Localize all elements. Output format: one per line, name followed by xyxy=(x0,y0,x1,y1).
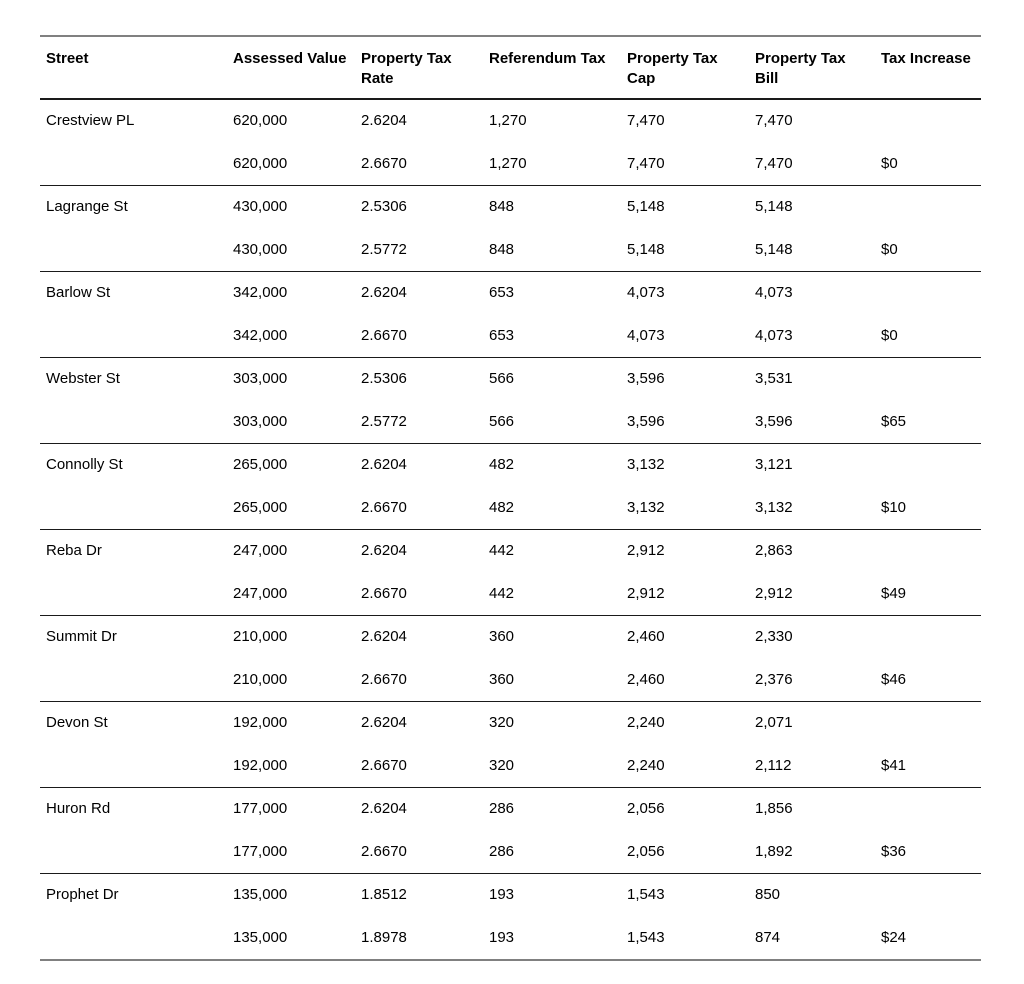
value-cell: 482 xyxy=(489,498,515,516)
value-cell: 3,596 xyxy=(755,412,793,430)
header-tax-increase: Tax Increase xyxy=(881,50,971,67)
table-row xyxy=(40,573,981,616)
value-cell: 3,132 xyxy=(627,456,665,473)
value-cell xyxy=(875,530,981,573)
value-cell: 2.6670 xyxy=(361,584,407,602)
value-cell: 2,376 xyxy=(755,670,793,688)
value-cell: 4,073 xyxy=(627,284,665,301)
value-cell: 193 xyxy=(489,886,515,903)
value-cell: 210,000 xyxy=(233,628,288,645)
street-cell xyxy=(40,401,227,444)
value-cell: 848 xyxy=(489,198,515,215)
street-group xyxy=(40,788,981,874)
value-cell: 5,148 xyxy=(627,240,665,258)
table-row xyxy=(40,444,981,487)
value-cell: 2.6204 xyxy=(361,456,407,473)
street-cell: Huron Rd xyxy=(46,800,111,817)
value-cell: 566 xyxy=(489,412,515,430)
value-cell: 2.5306 xyxy=(361,198,407,215)
value-cell: 7,470 xyxy=(755,154,793,172)
value-cell: 2.6204 xyxy=(361,112,407,129)
value-cell: 850 xyxy=(755,886,781,903)
value-cell: 2.6670 xyxy=(361,154,407,172)
value-cell xyxy=(875,358,981,401)
street-group xyxy=(40,186,981,272)
value-cell: 303,000 xyxy=(233,412,288,430)
value-cell: 192,000 xyxy=(233,714,288,731)
value-cell: 2,071 xyxy=(755,714,793,731)
value-cell: 2,912 xyxy=(755,584,793,602)
street-cell xyxy=(40,659,227,702)
value-cell: 566 xyxy=(489,370,515,387)
table-row xyxy=(40,487,981,530)
value-cell: 2.6204 xyxy=(361,714,407,731)
value-cell: 286 xyxy=(489,800,515,817)
street-cell xyxy=(40,917,227,961)
value-cell: $65 xyxy=(881,412,907,430)
value-cell: 192,000 xyxy=(233,756,288,774)
table-row xyxy=(40,702,981,745)
street-cell: Lagrange St xyxy=(46,198,128,215)
street-cell: Barlow St xyxy=(46,284,111,301)
street-cell: Connolly St xyxy=(46,456,123,473)
value-cell: 2,460 xyxy=(627,628,665,645)
value-cell: 135,000 xyxy=(233,928,288,946)
value-cell: 3,132 xyxy=(755,498,793,516)
value-cell xyxy=(875,186,981,229)
value-cell: 3,596 xyxy=(627,370,665,387)
value-cell: 3,531 xyxy=(755,370,793,387)
value-cell: 2.6204 xyxy=(361,628,407,645)
value-cell: 2.6670 xyxy=(361,326,407,344)
value-cell: 620,000 xyxy=(233,154,288,172)
street-cell: Reba Dr xyxy=(46,542,102,559)
table-row xyxy=(40,831,981,874)
value-cell: 5,148 xyxy=(755,198,793,215)
table-row xyxy=(40,99,981,143)
value-cell: 2.6670 xyxy=(361,756,407,774)
value-cell: 1,543 xyxy=(627,928,665,946)
value-cell: 1.8512 xyxy=(361,886,407,903)
value-cell: 482 xyxy=(489,456,515,473)
table-row xyxy=(40,143,981,186)
table-row xyxy=(40,358,981,401)
street-cell: Webster St xyxy=(46,370,120,387)
table-row xyxy=(40,530,981,573)
value-cell: 430,000 xyxy=(233,240,288,258)
value-cell: 2,460 xyxy=(627,670,665,688)
street-group xyxy=(40,702,981,788)
value-cell: 1,892 xyxy=(755,842,793,860)
value-cell: 1.8978 xyxy=(361,928,407,946)
value-cell: 320 xyxy=(489,714,515,731)
value-cell: 3,596 xyxy=(627,412,665,430)
value-cell: 3,121 xyxy=(755,456,793,473)
value-cell: $46 xyxy=(881,670,907,688)
value-cell: 5,148 xyxy=(627,198,665,215)
property-tax-table xyxy=(40,35,981,961)
header-property-tax-bill: Property Tax Bill xyxy=(755,50,846,87)
table-row xyxy=(40,917,981,961)
value-cell: 286 xyxy=(489,842,515,860)
value-cell xyxy=(875,272,981,315)
value-cell: 3,132 xyxy=(627,498,665,516)
value-cell xyxy=(875,444,981,487)
value-cell: 2,240 xyxy=(627,756,665,774)
value-cell: $10 xyxy=(881,498,907,516)
value-cell: 2,912 xyxy=(627,542,665,559)
street-cell xyxy=(40,831,227,874)
street-group xyxy=(40,358,981,444)
table-row xyxy=(40,745,981,788)
value-cell: 653 xyxy=(489,326,515,344)
table-row xyxy=(40,874,981,917)
value-cell: 210,000 xyxy=(233,670,288,688)
value-cell xyxy=(875,874,981,917)
value-cell: 360 xyxy=(489,670,515,688)
value-cell: 7,470 xyxy=(627,154,665,172)
value-cell: 193 xyxy=(489,928,515,946)
table-row xyxy=(40,616,981,659)
street-cell: Crestview PL xyxy=(46,112,135,129)
value-cell: 442 xyxy=(489,584,515,602)
value-cell: 342,000 xyxy=(233,326,288,344)
value-cell: 2,112 xyxy=(755,756,792,774)
value-cell: 2,330 xyxy=(755,628,793,645)
value-cell: 5,148 xyxy=(755,240,793,258)
value-cell: 135,000 xyxy=(233,886,288,903)
header-referendum-tax: Referendum Tax xyxy=(489,50,606,67)
value-cell: 303,000 xyxy=(233,370,288,387)
value-cell: 2.6670 xyxy=(361,498,407,516)
street-cell: Summit Dr xyxy=(46,628,117,645)
value-cell: $0 xyxy=(881,154,898,172)
value-cell: 2,056 xyxy=(627,800,665,817)
value-cell: 1,270 xyxy=(489,154,527,172)
value-cell: 320 xyxy=(489,756,515,774)
value-cell: $0 xyxy=(881,240,898,258)
value-cell: 442 xyxy=(489,542,515,559)
street-cell xyxy=(40,229,227,272)
value-cell: 7,470 xyxy=(627,112,665,129)
header-row xyxy=(40,36,981,99)
value-cell: 2.5772 xyxy=(361,240,407,258)
street-group xyxy=(40,530,981,616)
value-cell: 2,863 xyxy=(755,542,793,559)
table-row xyxy=(40,659,981,702)
value-cell: 1,856 xyxy=(755,800,793,817)
value-cell xyxy=(875,788,981,831)
value-cell: $41 xyxy=(881,756,907,774)
value-cell xyxy=(875,702,981,745)
header-assessed-value: Assessed Value xyxy=(233,50,347,67)
value-cell: 2.5772 xyxy=(361,412,407,430)
table-row xyxy=(40,315,981,358)
header-property-tax-cap: Property Tax Cap xyxy=(627,50,718,87)
value-cell: 653 xyxy=(489,284,515,301)
street-group xyxy=(40,874,981,961)
value-cell: 177,000 xyxy=(233,842,288,860)
value-cell: 2.6204 xyxy=(361,284,407,301)
value-cell: 247,000 xyxy=(233,542,288,559)
value-cell: 177,000 xyxy=(233,800,288,817)
value-cell: 342,000 xyxy=(233,284,288,301)
street-group xyxy=(40,272,981,358)
street-cell xyxy=(40,143,227,186)
value-cell: 2,240 xyxy=(627,714,665,731)
street-group xyxy=(40,444,981,530)
value-cell: 2.6204 xyxy=(361,542,407,559)
street-group xyxy=(40,616,981,702)
value-cell: 265,000 xyxy=(233,456,288,473)
value-cell: 7,470 xyxy=(755,112,793,129)
value-cell xyxy=(875,616,981,659)
value-cell: $0 xyxy=(881,326,898,344)
value-cell: 247,000 xyxy=(233,584,288,602)
value-cell: 2.6204 xyxy=(361,800,407,817)
street-cell: Devon St xyxy=(46,714,108,731)
value-cell: 4,073 xyxy=(755,284,793,301)
header-street: Street xyxy=(46,50,89,67)
value-cell: 2,912 xyxy=(627,584,665,602)
value-cell: 2.6670 xyxy=(361,842,407,860)
table-header xyxy=(40,36,981,99)
value-cell: $24 xyxy=(881,928,907,946)
table-row xyxy=(40,272,981,315)
header-property-tax-rate: Property Tax Rate xyxy=(361,50,452,87)
value-cell: 620,000 xyxy=(233,112,288,129)
table-row xyxy=(40,229,981,272)
value-cell: 360 xyxy=(489,628,515,645)
value-cell: 1,270 xyxy=(489,112,527,129)
street-cell xyxy=(40,487,227,530)
table-row xyxy=(40,401,981,444)
value-cell: $49 xyxy=(881,584,907,602)
value-cell: 2,056 xyxy=(627,842,665,860)
street-cell xyxy=(40,573,227,616)
table-row xyxy=(40,186,981,229)
value-cell: 2.5306 xyxy=(361,370,407,387)
street-cell xyxy=(40,315,227,358)
value-cell: 4,073 xyxy=(627,326,665,344)
value-cell: 265,000 xyxy=(233,498,288,516)
value-cell: 4,073 xyxy=(755,326,793,344)
street-cell: Prophet Dr xyxy=(46,886,119,903)
value-cell xyxy=(875,99,981,143)
value-cell: 1,543 xyxy=(627,886,665,903)
value-cell: 2.6670 xyxy=(361,670,407,688)
value-cell: 430,000 xyxy=(233,198,288,215)
value-cell: 848 xyxy=(489,240,515,258)
value-cell: 874 xyxy=(755,928,781,946)
value-cell: $36 xyxy=(881,842,907,860)
street-cell xyxy=(40,745,227,788)
street-group xyxy=(40,99,981,186)
table-row xyxy=(40,788,981,831)
